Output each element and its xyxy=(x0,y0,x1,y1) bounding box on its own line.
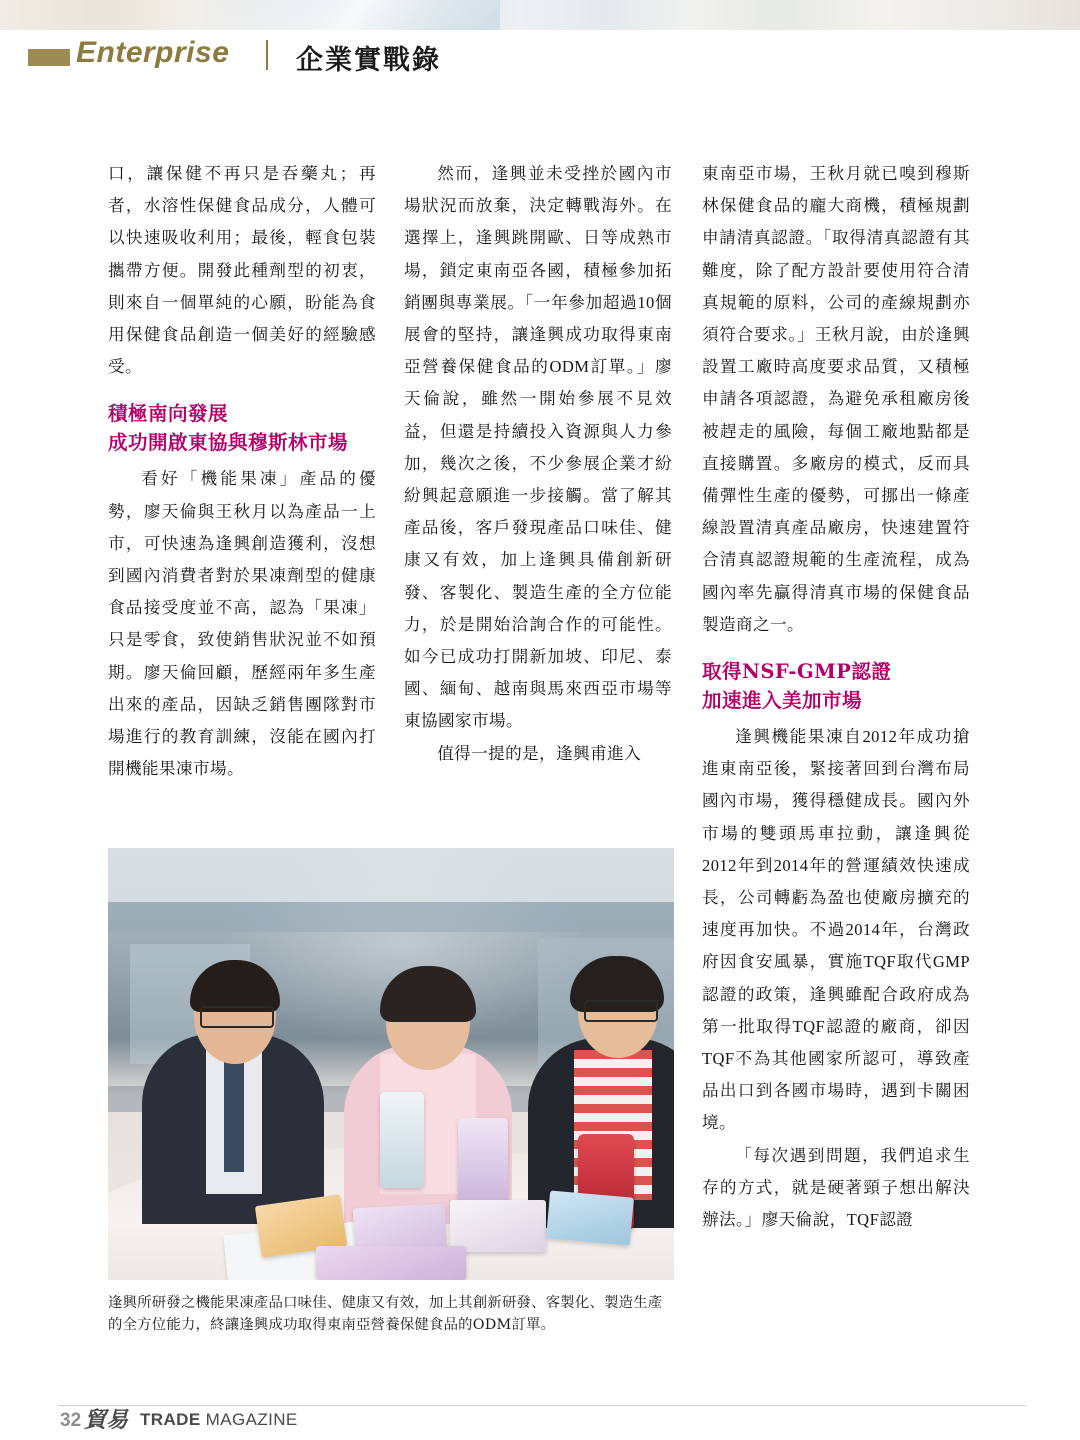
text-column-2 xyxy=(404,158,672,770)
subheading-line-1: 取得NSF-GMP認證 xyxy=(702,660,892,684)
footer-divider xyxy=(58,1405,1026,1406)
section-title-en: Enterprise xyxy=(76,36,230,69)
magazine-logo-en xyxy=(140,1410,298,1430)
photo-bg-band xyxy=(108,848,674,902)
subheading-south-bound xyxy=(108,399,376,457)
subheading-line-2: 加速進入美加市場 xyxy=(702,689,863,713)
glasses-icon xyxy=(200,1006,274,1028)
paragraph: 然而，逢興並未受挫於國內市場狀況而放棄，決定轉戰海外。在選擇上，逢興跳開歐、日等成熟市場，鎖定東南亞各國，積極參加拓銷團與專業展。「一年參加超過10個展會的堅持，讓逢興成功取得東南亞營養保健食品的ODM訂單。」廖天倫說，雖然一開始參展不見效益，但還是持續投入資源與人力參加，幾次之後，不少參展企業才紛紛興起意願進一步接觸。當了解其產品後，客戶發現產品口味佳、健康又有效，加上逢興具備創新研發、客製化、製造生產的全方位能力，於是開始洽詢合作的可能性。如今已成功打開新加坡、印尼、泰國、緬甸、越南與馬來西亞市場等東協國家市場。 xyxy=(404,164,672,731)
photo-bg-band xyxy=(108,902,674,932)
magazine-logo-en-bold: TRADE xyxy=(140,1410,201,1429)
product-package xyxy=(316,1246,466,1280)
subheading-line-2: 成功開啟東協與穆斯林市場 xyxy=(108,431,349,455)
product-package xyxy=(546,1190,634,1245)
header-accent-bar xyxy=(28,49,70,66)
paragraph: 口，讓保健不再只是吞藥丸；再者，水溶性保健食品成分，人體可以快速吸收利用；最後，輕食包裝攜帶方便。開發此種劑型的初衷，則來自一個單純的心願，盼能為食用保健食品創造一個美好的經驗感受。 xyxy=(108,164,376,377)
product-package xyxy=(458,1118,508,1210)
paragraph: 「每次遇到問題，我們追求生存的方式，就是硬著頸子想出解決辦法。」廖天倫說，TQF認證 xyxy=(702,1145,970,1230)
page-header xyxy=(0,36,1080,80)
subheading-line-1: 積極南向發展 xyxy=(108,402,229,426)
paragraph: 看好「機能果凍」產品的優勢，廖天倫與王秋月以為產品一上市，可快速為逢興創造獲利，沒想到國內消費者對於果凍劑型的健康食品接受度並不高，認為「果凍」只是零食，致使銷售狀況並不如預期。廖天倫回顧，歷經兩年多生產出來的產品，因缺乏銷售團隊對市場進行的教育訓練，沒能在國內打開機能果凍市場。 xyxy=(108,469,376,779)
person-hair xyxy=(380,966,476,1022)
page-footer xyxy=(0,1368,1080,1440)
paragraph: 值得一提的是，逢興甫進入 xyxy=(437,743,642,763)
person-tie xyxy=(224,1062,244,1172)
paragraph: 東南亞市場，王秋月就已嗅到穆斯林保健食品的龐大商機，積極規劃申請清真認證。「取得清真認證有其難度，除了配方設計要使用符合清真規範的原料，公司的產線規劃亦須符合要求。」王秋月說，由於逢興設置工廠時高度要求品質，又積極申請各項認證，為避免承租廠房後被趕走的風險，每個工廠地點都是直接購置。多廠房的模式，反而具備彈性生產的優勢，可挪出一條產線設置清真產品廠房，快速建置符合清真認證規範的生產流程，成為國內率先贏得清真市場的保健食品製造商之一。 xyxy=(702,164,970,634)
paragraph: 逢興機能果凍自2012年成功搶進東南亞後，緊接著回到台灣布局國內市場，獲得穩健成長。國內外市場的雙頭馬車拉動，讓逢興從2012年到2014年的營運績效快速成長，公司轉虧為盈也使廠房擴充的速度再加快。不過2014年，台灣政府因食安風暴，實施TQF取代GMP認證的政策，逢興雖配合政府成為第一批取得TQF認證的廠商，卻因TQF不為其他國家所認可，導致產品出口到各國市場時，遇到卡關困境。 xyxy=(702,727,970,1133)
product-package xyxy=(380,1092,424,1188)
magazine-logo-en-light: MAGAZINE xyxy=(200,1410,298,1429)
article-photo xyxy=(108,848,674,1280)
section-title-zh: 企業實戰錄 xyxy=(296,45,441,76)
product-package xyxy=(450,1200,546,1252)
glasses-icon xyxy=(584,1000,658,1022)
text-column-1 xyxy=(108,158,376,785)
photo-caption: 逢興所研發之機能果凍產品口味佳、健康又有效，加上其創新研發、客製化、製造生產的全方位能力，終讓逢興成功取得東南亞營養保健食品的ODM訂單。 xyxy=(108,1295,663,1333)
text-column-3 xyxy=(702,158,970,1236)
page-top-decorative-band xyxy=(0,0,1080,30)
header-divider xyxy=(266,40,268,70)
photo-background xyxy=(108,848,674,1280)
page-number: 32 xyxy=(60,1410,82,1431)
subheading-nsf-gmp xyxy=(702,657,970,715)
magazine-logo-zh: 貿易 xyxy=(84,1407,129,1433)
